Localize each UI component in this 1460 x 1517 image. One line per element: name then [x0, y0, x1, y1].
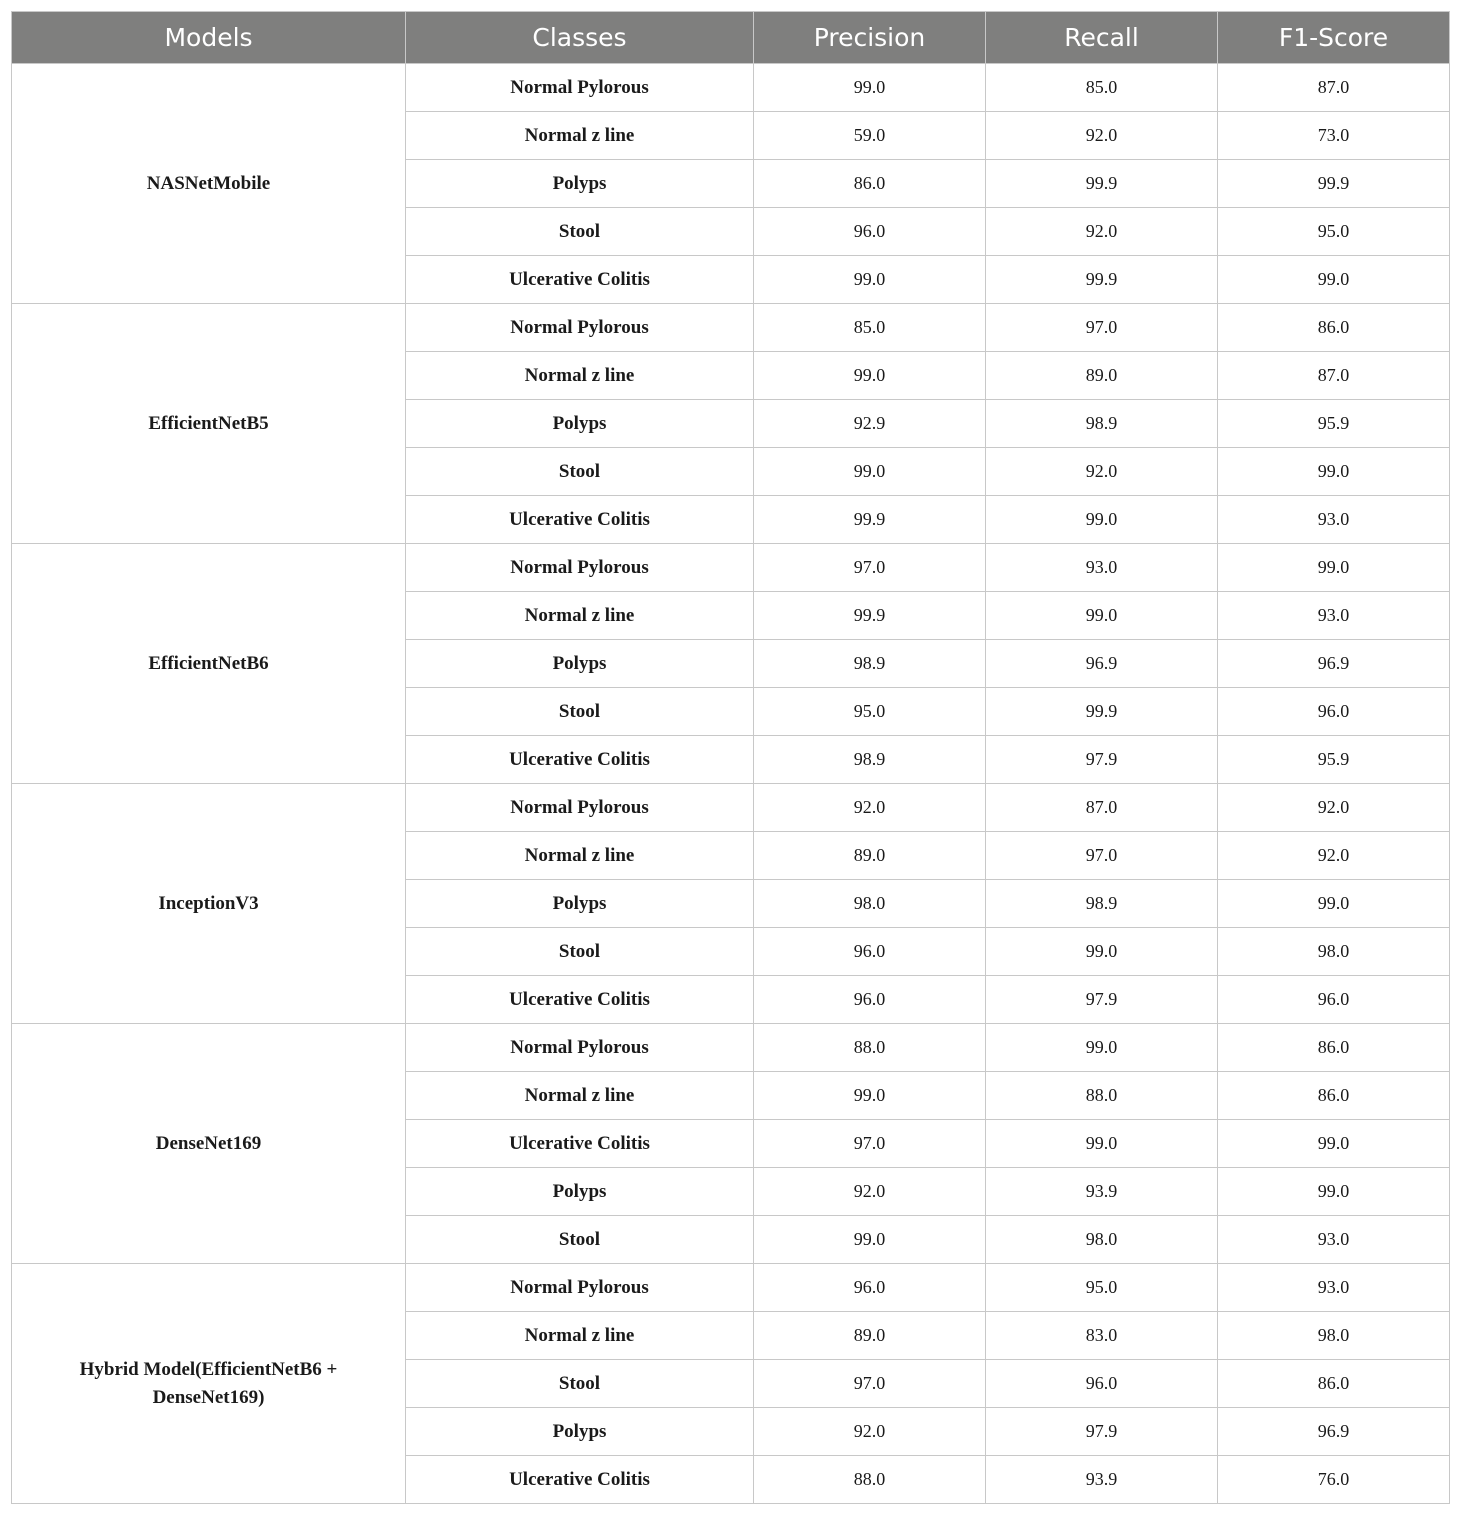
- table-header: [12, 12, 1450, 64]
- f1-score-cell: 96.0: [1218, 688, 1450, 736]
- recall-cell: 96.0: [986, 1360, 1218, 1408]
- model-name-cell: EfficientNetB6: [12, 544, 406, 784]
- precision-cell: 99.0: [754, 1072, 986, 1120]
- f1-score-cell: 86.0: [1218, 1072, 1450, 1120]
- precision-cell: 59.0: [754, 112, 986, 160]
- header-f1-score: F1-Score: [1218, 12, 1450, 64]
- f1-score-cell: 92.0: [1218, 832, 1450, 880]
- f1-score-cell: 99.9: [1218, 160, 1450, 208]
- f1-score-cell: 76.0: [1218, 1456, 1450, 1504]
- recall-cell: 93.9: [986, 1456, 1218, 1504]
- precision-cell: 99.0: [754, 448, 986, 496]
- recall-cell: 97.0: [986, 832, 1218, 880]
- class-name-cell: Ulcerative Colitis: [406, 1456, 754, 1504]
- class-name-cell: Polyps: [406, 880, 754, 928]
- model-name-cell: EfficientNetB5: [12, 304, 406, 544]
- class-name-cell: Normal z line: [406, 352, 754, 400]
- table-row: [12, 64, 1450, 112]
- precision-cell: 96.0: [754, 208, 986, 256]
- recall-cell: 98.9: [986, 880, 1218, 928]
- class-name-cell: Stool: [406, 208, 754, 256]
- class-name-cell: Normal z line: [406, 592, 754, 640]
- precision-cell: 99.0: [754, 64, 986, 112]
- class-name-cell: Ulcerative Colitis: [406, 256, 754, 304]
- recall-cell: 98.0: [986, 1216, 1218, 1264]
- f1-score-cell: 98.0: [1218, 1312, 1450, 1360]
- f1-score-cell: 96.9: [1218, 1408, 1450, 1456]
- f1-score-cell: 86.0: [1218, 304, 1450, 352]
- class-name-cell: Normal Pylorous: [406, 544, 754, 592]
- precision-cell: 98.9: [754, 736, 986, 784]
- precision-cell: 99.0: [754, 256, 986, 304]
- precision-cell: 88.0: [754, 1456, 986, 1504]
- class-name-cell: Normal z line: [406, 832, 754, 880]
- recall-cell: 99.0: [986, 1120, 1218, 1168]
- table-row: [12, 784, 1450, 832]
- table-row: [12, 1024, 1450, 1072]
- class-name-cell: Stool: [406, 1216, 754, 1264]
- f1-score-cell: 95.9: [1218, 400, 1450, 448]
- f1-score-cell: 87.0: [1218, 64, 1450, 112]
- precision-cell: 96.0: [754, 1264, 986, 1312]
- f1-score-cell: 99.0: [1218, 1168, 1450, 1216]
- model-name-cell: NASNetMobile: [12, 64, 406, 304]
- precision-cell: 96.0: [754, 976, 986, 1024]
- recall-cell: 97.0: [986, 304, 1218, 352]
- table-row: [12, 1264, 1450, 1312]
- recall-cell: 92.0: [986, 112, 1218, 160]
- f1-score-cell: 86.0: [1218, 1024, 1450, 1072]
- class-name-cell: Normal z line: [406, 1072, 754, 1120]
- class-name-cell: Ulcerative Colitis: [406, 736, 754, 784]
- precision-cell: 92.9: [754, 400, 986, 448]
- class-name-cell: Ulcerative Colitis: [406, 976, 754, 1024]
- recall-cell: 99.9: [986, 256, 1218, 304]
- recall-cell: 93.9: [986, 1168, 1218, 1216]
- class-name-cell: Polyps: [406, 160, 754, 208]
- recall-cell: 88.0: [986, 1072, 1218, 1120]
- class-name-cell: Polyps: [406, 1408, 754, 1456]
- class-name-cell: Normal z line: [406, 1312, 754, 1360]
- f1-score-cell: 73.0: [1218, 112, 1450, 160]
- precision-cell: 97.0: [754, 544, 986, 592]
- f1-score-cell: 99.0: [1218, 256, 1450, 304]
- f1-score-cell: 95.0: [1218, 208, 1450, 256]
- class-name-cell: Normal Pylorous: [406, 64, 754, 112]
- f1-score-cell: 99.0: [1218, 448, 1450, 496]
- class-name-cell: Ulcerative Colitis: [406, 496, 754, 544]
- precision-cell: 99.9: [754, 592, 986, 640]
- recall-cell: 89.0: [986, 352, 1218, 400]
- table-row: [12, 304, 1450, 352]
- f1-score-cell: 98.0: [1218, 928, 1450, 976]
- recall-cell: 97.9: [986, 1408, 1218, 1456]
- recall-cell: 99.9: [986, 688, 1218, 736]
- precision-cell: 89.0: [754, 832, 986, 880]
- recall-cell: 92.0: [986, 448, 1218, 496]
- precision-cell: 92.0: [754, 1168, 986, 1216]
- class-name-cell: Stool: [406, 448, 754, 496]
- recall-cell: 85.0: [986, 64, 1218, 112]
- precision-cell: 96.0: [754, 928, 986, 976]
- class-name-cell: Stool: [406, 688, 754, 736]
- f1-score-cell: 96.0: [1218, 976, 1450, 1024]
- class-name-cell: Stool: [406, 928, 754, 976]
- class-name-cell: Polyps: [406, 640, 754, 688]
- f1-score-cell: 95.9: [1218, 736, 1450, 784]
- class-name-cell: Ulcerative Colitis: [406, 1120, 754, 1168]
- f1-score-cell: 93.0: [1218, 496, 1450, 544]
- header-recall: Recall: [986, 12, 1218, 64]
- class-name-cell: Normal z line: [406, 112, 754, 160]
- recall-cell: 93.0: [986, 544, 1218, 592]
- precision-cell: 98.0: [754, 880, 986, 928]
- header-precision: Precision: [754, 12, 986, 64]
- precision-cell: 92.0: [754, 784, 986, 832]
- f1-score-cell: 87.0: [1218, 352, 1450, 400]
- recall-cell: 98.9: [986, 400, 1218, 448]
- recall-cell: 99.0: [986, 928, 1218, 976]
- f1-score-cell: 92.0: [1218, 784, 1450, 832]
- recall-cell: 99.0: [986, 592, 1218, 640]
- f1-score-cell: 99.0: [1218, 1120, 1450, 1168]
- f1-score-cell: 96.9: [1218, 640, 1450, 688]
- recall-cell: 99.0: [986, 1024, 1218, 1072]
- precision-cell: 89.0: [754, 1312, 986, 1360]
- recall-cell: 99.0: [986, 496, 1218, 544]
- model-name-cell: InceptionV3: [12, 784, 406, 1024]
- recall-cell: 96.9: [986, 640, 1218, 688]
- table-body: [12, 64, 1450, 1504]
- table-row: [12, 544, 1450, 592]
- class-name-cell: Normal Pylorous: [406, 304, 754, 352]
- recall-cell: 95.0: [986, 1264, 1218, 1312]
- precision-cell: 97.0: [754, 1120, 986, 1168]
- precision-cell: 99.0: [754, 352, 986, 400]
- precision-cell: 86.0: [754, 160, 986, 208]
- recall-cell: 97.9: [986, 736, 1218, 784]
- header-row: [12, 12, 1450, 64]
- class-name-cell: Normal Pylorous: [406, 1024, 754, 1072]
- precision-cell: 85.0: [754, 304, 986, 352]
- precision-cell: 97.0: [754, 1360, 986, 1408]
- f1-score-cell: 86.0: [1218, 1360, 1450, 1408]
- precision-cell: 88.0: [754, 1024, 986, 1072]
- model-name-cell: DenseNet169: [12, 1024, 406, 1264]
- f1-score-cell: 93.0: [1218, 592, 1450, 640]
- recall-cell: 87.0: [986, 784, 1218, 832]
- f1-score-cell: 99.0: [1218, 544, 1450, 592]
- results-table: [11, 11, 1450, 1504]
- precision-cell: 98.9: [754, 640, 986, 688]
- class-name-cell: Stool: [406, 1360, 754, 1408]
- recall-cell: 99.9: [986, 160, 1218, 208]
- precision-cell: 99.0: [754, 1216, 986, 1264]
- header-classes: Classes: [406, 12, 754, 64]
- class-name-cell: Normal Pylorous: [406, 1264, 754, 1312]
- model-name-cell: Hybrid Model(EfficientNetB6 + DenseNet169): [12, 1264, 406, 1504]
- precision-cell: 92.0: [754, 1408, 986, 1456]
- recall-cell: 97.9: [986, 976, 1218, 1024]
- precision-cell: 95.0: [754, 688, 986, 736]
- class-name-cell: Polyps: [406, 400, 754, 448]
- f1-score-cell: 99.0: [1218, 880, 1450, 928]
- f1-score-cell: 93.0: [1218, 1264, 1450, 1312]
- f1-score-cell: 93.0: [1218, 1216, 1450, 1264]
- recall-cell: 83.0: [986, 1312, 1218, 1360]
- class-name-cell: Polyps: [406, 1168, 754, 1216]
- header-models: Models: [12, 12, 406, 64]
- recall-cell: 92.0: [986, 208, 1218, 256]
- precision-cell: 99.9: [754, 496, 986, 544]
- class-name-cell: Normal Pylorous: [406, 784, 754, 832]
